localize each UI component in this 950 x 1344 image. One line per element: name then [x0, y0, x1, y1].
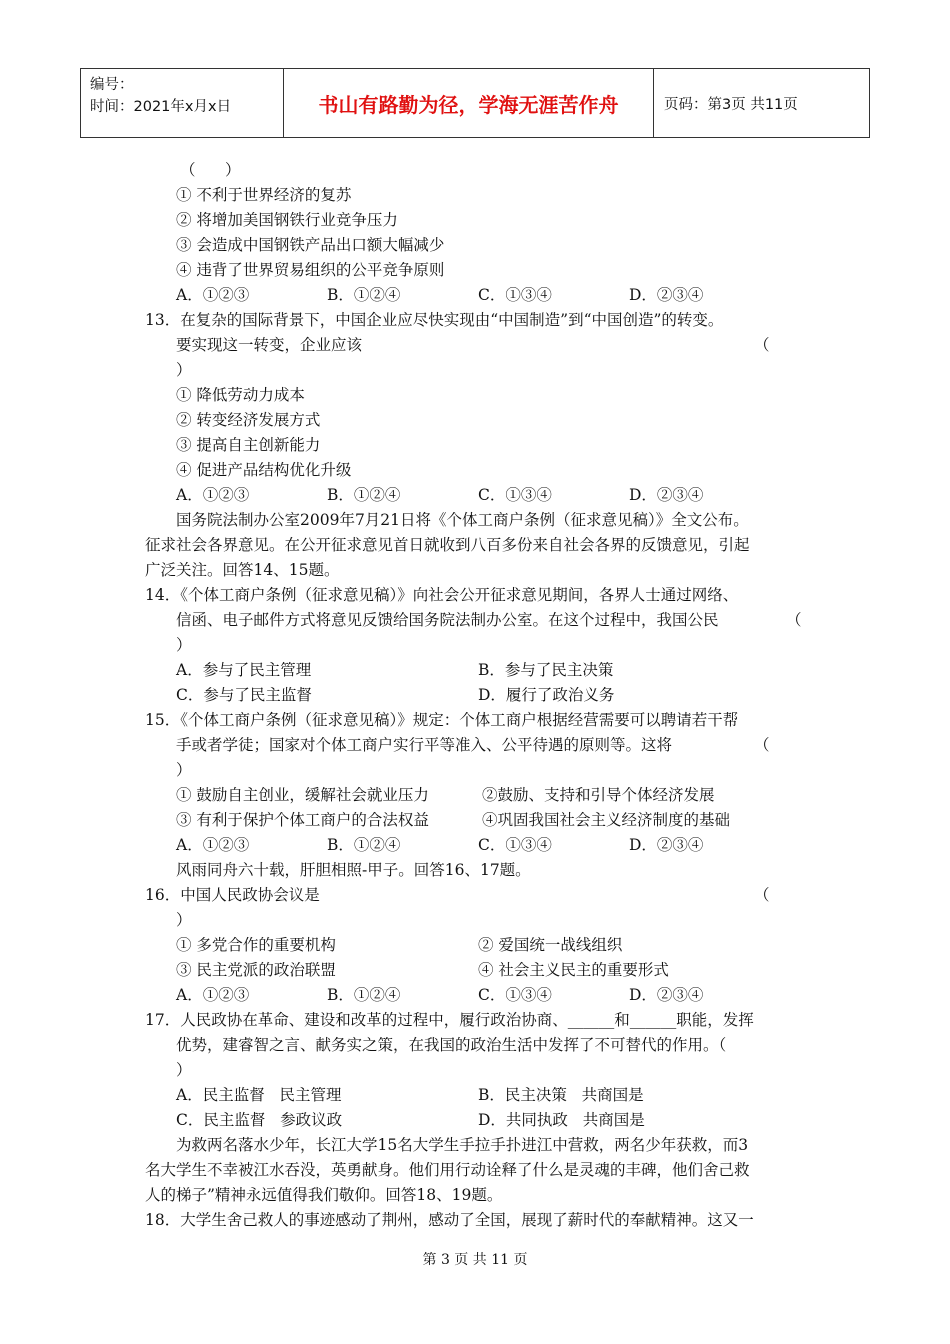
choice-b: B．参与了民主决策	[478, 661, 614, 679]
answer-paren: ）	[176, 361, 192, 379]
choice-d: D．②③④	[629, 836, 704, 854]
page-footer: 第 3 页 共 11 页	[422, 1252, 528, 1268]
option-line: ② 转变经济发展方式	[176, 411, 321, 429]
choice-b: B．①②④	[327, 986, 401, 1004]
choice-d: D．②③④	[629, 286, 704, 304]
question-17: 17．人民政协在革命、建设和改革的过程中，履行政治协商、______和______职能，发挥	[145, 1011, 754, 1029]
choice-d: D．共同执政 共商国是	[478, 1111, 645, 1129]
material-text: 为救两名落水少年，长江大学15名大学生手拉手扑进江中营救，两名少年获救，而3	[176, 1136, 749, 1154]
option-line: ④ 促进产品结构优化升级	[176, 461, 352, 479]
choice-c: C．①③④	[478, 986, 552, 1004]
number-label: 编号：	[90, 77, 134, 93]
question-text: 手或者学徒；国家对个体工商户实行平等准入、公平待遇的原则等。这将	[176, 736, 673, 754]
question-13: 13．在复杂的国际背景下，中国企业应尽快实现由“中国制造”到“中国创造”的转变。	[145, 311, 724, 329]
question-14: 14．《个体工商户条例（征求意见稿）》向社会公开征求意见期间，各界人士通过网络、	[145, 586, 739, 604]
material-text: 风雨同舟六十载，肝胆相照-甲子。回答16、17题。	[176, 861, 531, 879]
answer-paren: ）	[176, 636, 192, 654]
material-text: 国务院法制办公室2009年7月21日将《个体工商户条例（征求意见稿）》全文公布。	[176, 511, 749, 529]
answer-paren: （ ）	[180, 161, 241, 179]
answer-paren: （	[754, 336, 770, 354]
answer-paren: （	[754, 886, 770, 904]
material-text: 人的梯子”精神永远值得我们敬仰。回答18、19题。	[145, 1186, 503, 1204]
choice-a: A．民主监督 民主管理	[176, 1086, 342, 1104]
question-16: 16．中国人民政协会议是	[145, 886, 320, 904]
choice-b: B．①②④	[327, 286, 401, 304]
choice-a: A．①②③	[176, 986, 250, 1004]
choice-c: C．①③④	[478, 486, 552, 504]
choice-d: D．②③④	[629, 486, 704, 504]
question-15: 15．《个体工商户条例（征求意见稿）》规定：个体工商户根据经营需要可以聘请若干帮	[145, 711, 739, 729]
choice-a: A．①②③	[176, 486, 250, 504]
choice-d: D．履行了政治义务	[478, 686, 615, 704]
date-label: 时间：2021年x月x日	[90, 99, 232, 115]
page-info: 页码：第3页 共11页	[664, 97, 798, 113]
material-text: 名大学生不幸被江水吞没，英勇献身。他们用行动诠释了什么是灵魂的丰碑，他们舍己救	[145, 1161, 750, 1179]
question-text: 优势，建睿智之言、献务实之策，在我国的政治生活中发挥了不可替代的作用。（	[176, 1036, 727, 1054]
answer-paren: ）	[176, 1061, 192, 1079]
choice-b: B．①②④	[327, 836, 401, 854]
answer-paren: （	[786, 611, 802, 629]
motto: 书山有路勤为径，学海无涯苦作舟	[318, 93, 619, 117]
choice-c: C．民主监督 参政议政	[176, 1111, 343, 1129]
choice-c: C．①③④	[478, 836, 552, 854]
choice-b: B．民主决策 共商国是	[478, 1086, 644, 1104]
option-line: ③ 民主党派的政治联盟	[176, 961, 336, 979]
page-header	[80, 68, 870, 138]
header-meta	[90, 74, 231, 118]
material-text: 征求社会各界意见。在公开征求意见首日就收到八百多份来自社会各界的反馈意见，引起	[145, 536, 750, 554]
option-line: ②鼓励、支持和引导个体经济发展	[482, 786, 715, 804]
option-line: ② 爱国统一战线组织	[478, 936, 623, 954]
option-line: ① 降低劳动力成本	[176, 386, 305, 404]
option-line: ① 不利于世界经济的复苏	[176, 186, 352, 204]
option-line: ① 鼓励自主创业，缓解社会就业压力	[176, 786, 429, 804]
option-line: ③ 会造成中国钢铁产品出口额大幅减少	[176, 236, 445, 254]
option-line: ② 将增加美国钢铁行业竞争压力	[176, 211, 398, 229]
choice-a: A．①②③	[176, 286, 250, 304]
answer-paren: ）	[176, 911, 192, 929]
question-18: 18．大学生舍己救人的事迹感动了荆州，感动了全国，展现了薪时代的奉献精神。这又一	[145, 1211, 754, 1229]
option-line: ③ 提高自主创新能力	[176, 436, 321, 454]
choice-a: A．①②③	[176, 836, 250, 854]
answer-paren: （	[754, 736, 770, 754]
choice-a: A．参与了民主管理	[176, 661, 312, 679]
question-text: 要实现这一转变，企业应该	[176, 336, 363, 354]
answer-paren: ）	[176, 761, 192, 779]
question-text: 信函、电子邮件方式将意见反馈给国务院法制办公室。在这个过程中，我国公民	[176, 611, 719, 629]
material-text: 广泛关注。回答14、15题。	[145, 561, 340, 579]
option-line: ④ 违背了世界贸易组织的公平竞争原则	[176, 261, 445, 279]
choice-d: D．②③④	[629, 986, 704, 1004]
option-line: ④ 社会主义民主的重要形式	[478, 961, 669, 979]
option-line: ③ 有利于保护个体工商户的合法权益	[176, 811, 429, 829]
option-line: ① 多党合作的重要机构	[176, 936, 336, 954]
choice-c: C．参与了民主监督	[176, 686, 312, 704]
choice-b: B．①②④	[327, 486, 401, 504]
choice-c: C．①③④	[478, 286, 552, 304]
option-line: ④巩固我国社会主义经济制度的基础	[482, 811, 731, 829]
